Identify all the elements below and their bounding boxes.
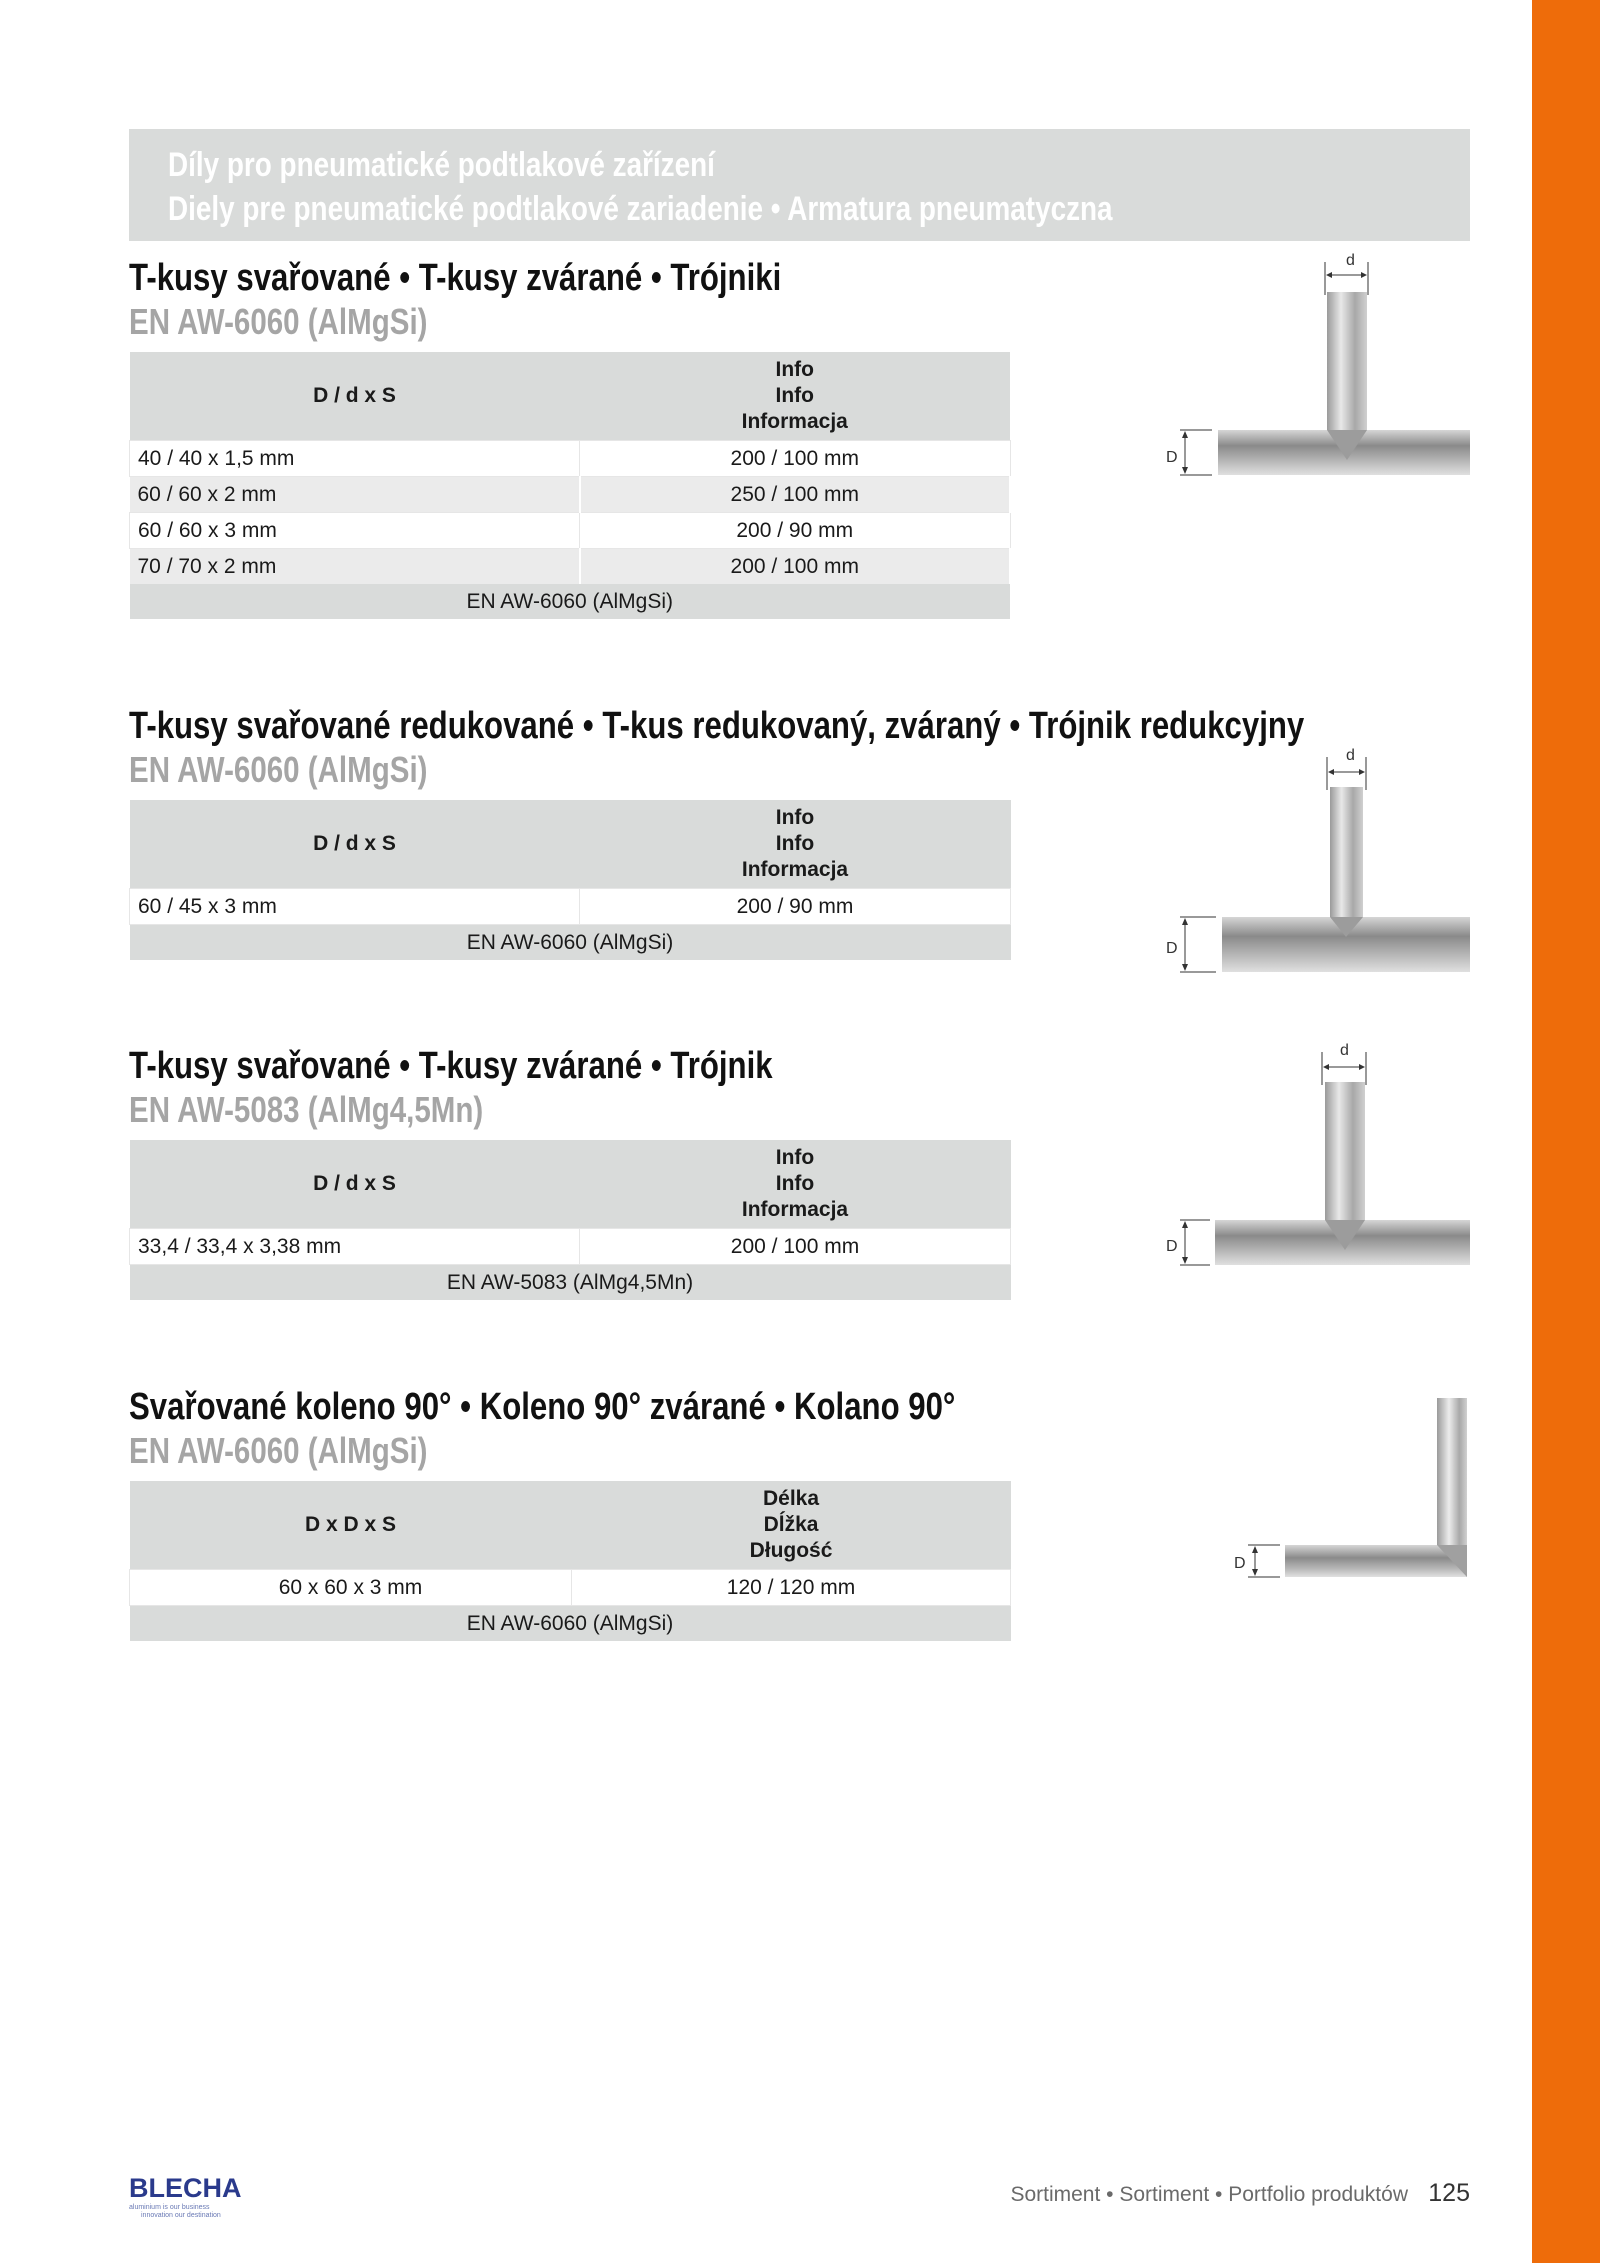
cell-material: EN AW-6060 (AlMgSi): [130, 1606, 1011, 1642]
logo-tagline-2: innovation our destination: [141, 2212, 221, 2219]
table-header-row: [130, 800, 1011, 889]
t-piece-drawing: [1160, 250, 1470, 485]
header-title-cz: Díly pro pneumatické podtlakové zařízení: [168, 146, 715, 184]
elbow-90-drawing: [1225, 1390, 1470, 1585]
cell-info: 250 / 100 mm: [580, 477, 1011, 513]
col-header-info-pl: Informacja: [741, 858, 849, 881]
col-header-dimensions: D x D x S: [130, 1481, 572, 1570]
section-alloy: EN AW-6060 (AlMgSi): [129, 301, 428, 342]
t-piece-5083-drawing: [1160, 1040, 1470, 1275]
cell-info: 200 / 100 mm: [580, 441, 1011, 477]
section-title: T-kusy svařované redukované • T-kus redukovaný, zváraný • Trójnik redukcyjny: [129, 705, 1305, 747]
table-row: [130, 441, 1011, 477]
table-footer-row: [130, 1606, 1011, 1642]
label-d: d: [1346, 252, 1355, 269]
col-header-dimensions: D / d x S: [130, 800, 580, 889]
table-header-row: [130, 1481, 1011, 1570]
cell-material: EN AW-6060 (AlMgSi): [130, 584, 1011, 619]
section-alloy: EN AW-6060 (AlMgSi): [129, 749, 428, 790]
section-alloy: EN AW-5083 (AlMg4,5Mn): [129, 1089, 484, 1130]
col-header-info: [580, 352, 1011, 441]
spec-table: [129, 1140, 1011, 1300]
logo-wordmark: BLECHA: [129, 2173, 242, 2203]
col-header-info-sk: Info: [775, 1172, 815, 1195]
col-header-info-pl: Informacja: [741, 410, 848, 433]
cell-material: EN AW-5083 (AlMg4,5Mn): [130, 1265, 1011, 1301]
reducing-t-piece-drawing: [1160, 745, 1470, 980]
cell-dimension: 70 / 70 x 2 mm: [130, 549, 580, 585]
header-title-sk-pl: Diely pre pneumatické podtlakové zariadenie • Armatura pneumatyczna: [168, 190, 1113, 228]
cell-info: 200 / 100 mm: [580, 549, 1011, 585]
cell-dimension: 33,4 / 33,4 x 3,38 mm: [130, 1229, 580, 1265]
page-number: 125: [1428, 2179, 1470, 2207]
section-title: T-kusy svařované • T-kusy zvárané • Trójniki: [129, 257, 782, 299]
table-footer-row: [130, 1265, 1011, 1301]
table-row: [130, 1570, 1011, 1606]
table-row: [130, 1229, 1011, 1265]
col-header-info: [580, 1140, 1011, 1229]
col-header-info-sk: Info: [775, 384, 814, 407]
footer-portfolio-text: Sortiment • Sortiment • Portfolio produktów: [1010, 2183, 1408, 2206]
table-row: [130, 549, 1011, 585]
table-row: [130, 477, 1011, 513]
label-D: D: [1166, 1238, 1178, 1255]
table-row: [130, 889, 1011, 925]
col-header-info-cz: Info: [775, 1146, 815, 1169]
col-header-length-sk: Dĺžka: [763, 1513, 819, 1536]
col-header-dimensions: D / d x S: [130, 352, 580, 441]
col-header-length: [572, 1481, 1011, 1570]
cell-dimension: 60 / 45 x 3 mm: [130, 889, 580, 925]
cell-length: 120 / 120 mm: [572, 1570, 1011, 1606]
cell-info: 200 / 90 mm: [580, 889, 1011, 925]
spec-table: [129, 352, 1011, 619]
col-header-info-cz: Info: [775, 358, 814, 381]
col-header-dimensions: D / d x S: [130, 1140, 580, 1229]
label-D: D: [1166, 449, 1178, 466]
cell-info: 200 / 100 mm: [580, 1229, 1011, 1265]
cell-dimension: 40 / 40 x 1,5 mm: [130, 441, 580, 477]
table-row: [130, 513, 1011, 549]
col-header-length-cz: Délka: [762, 1487, 820, 1510]
col-header-info: [580, 800, 1011, 889]
col-header-info-pl: Informacja: [741, 1198, 849, 1221]
spec-table: [129, 1481, 1011, 1641]
cell-material: EN AW-6060 (AlMgSi): [130, 925, 1011, 961]
table-header-row: [130, 352, 1011, 441]
label-D: D: [1166, 940, 1178, 957]
table-header-row: [130, 1140, 1011, 1229]
col-header-length-pl: Długość: [749, 1539, 833, 1562]
cell-info: 200 / 90 mm: [580, 513, 1011, 549]
table-footer-row: [130, 584, 1011, 619]
cell-dimension: 60 / 60 x 3 mm: [130, 513, 580, 549]
header-banner: [129, 129, 1470, 241]
label-d: d: [1340, 1042, 1349, 1059]
label-d: d: [1346, 747, 1355, 764]
table-footer-row: [130, 925, 1011, 961]
col-header-info-sk: Info: [775, 832, 815, 855]
logo-tagline-1: aluminium is our business: [129, 2204, 210, 2211]
col-header-info-cz: Info: [775, 806, 815, 829]
cell-dimension: 60 x 60 x 3 mm: [130, 1570, 572, 1606]
section-alloy: EN AW-6060 (AlMgSi): [129, 1430, 428, 1471]
section-title: T-kusy svařované • T-kusy zvárané • Trójnik: [129, 1045, 773, 1087]
company-logo: [129, 2173, 242, 2220]
label-D: D: [1234, 1555, 1246, 1572]
spec-table: [129, 800, 1011, 960]
cell-dimension: 60 / 60 x 2 mm: [130, 477, 580, 513]
section-title: Svařované koleno 90° • Koleno 90° zvárané • Kolano 90°: [129, 1386, 956, 1428]
orange-side-bar: [1532, 0, 1600, 2263]
